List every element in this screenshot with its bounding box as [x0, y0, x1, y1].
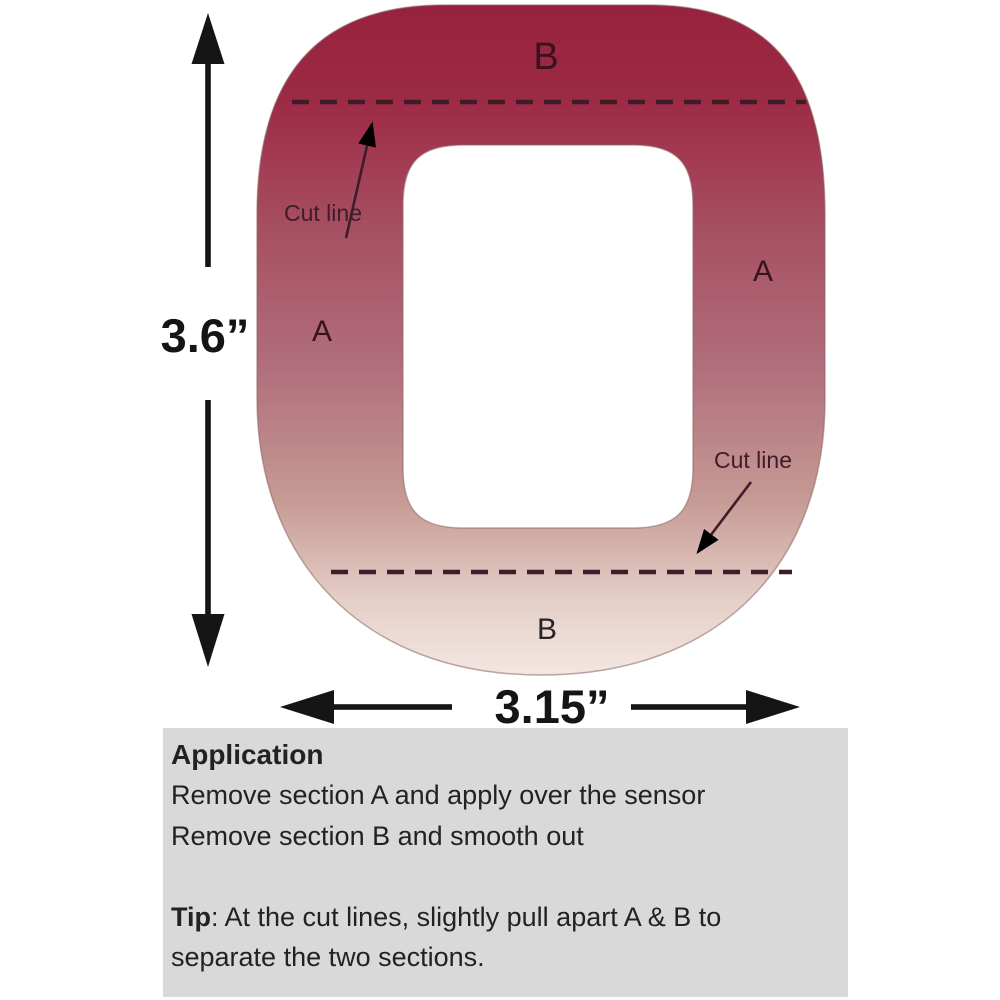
- instruction-line-2: Remove section B and smooth out: [171, 820, 584, 851]
- section-b-top-label: B: [533, 36, 559, 78]
- arrow-shaft-upper: [205, 62, 211, 267]
- arrow-shaft-right: [631, 704, 748, 710]
- tip-line-1: [171, 897, 840, 938]
- arrow-up-head: [192, 13, 225, 64]
- info-box-heading: Application: [171, 739, 324, 770]
- tip-line-2: separate the two sections.: [171, 942, 485, 972]
- application-info-box: [163, 728, 848, 997]
- arrow-shaft-lower: [205, 400, 211, 615]
- section-a-left-label: A: [311, 315, 333, 348]
- height-dimension-label: 3.6”: [160, 309, 250, 362]
- cut-line-label-bottom: Cut line: [714, 447, 792, 473]
- arrow-left-head: [280, 690, 334, 724]
- cut-line-label-top: Cut line: [284, 200, 362, 226]
- adhesive-patch-shape: [257, 5, 825, 675]
- section-a-right-label: A: [752, 255, 774, 288]
- width-dimension-label: 3.15”: [494, 680, 610, 728]
- arrow-shaft-left: [332, 704, 452, 710]
- tip-label: Tip: [171, 901, 211, 932]
- arrow-right-head: [746, 690, 800, 724]
- tip-text: : At the cut lines, slightly pull apart A & B to: [211, 901, 722, 932]
- blank-spacer-line: [171, 856, 840, 897]
- section-b-bottom-label: B: [536, 613, 558, 646]
- instruction-line-1: Remove section A and apply over the sensor: [171, 780, 706, 810]
- arrow-down-head: [192, 614, 225, 667]
